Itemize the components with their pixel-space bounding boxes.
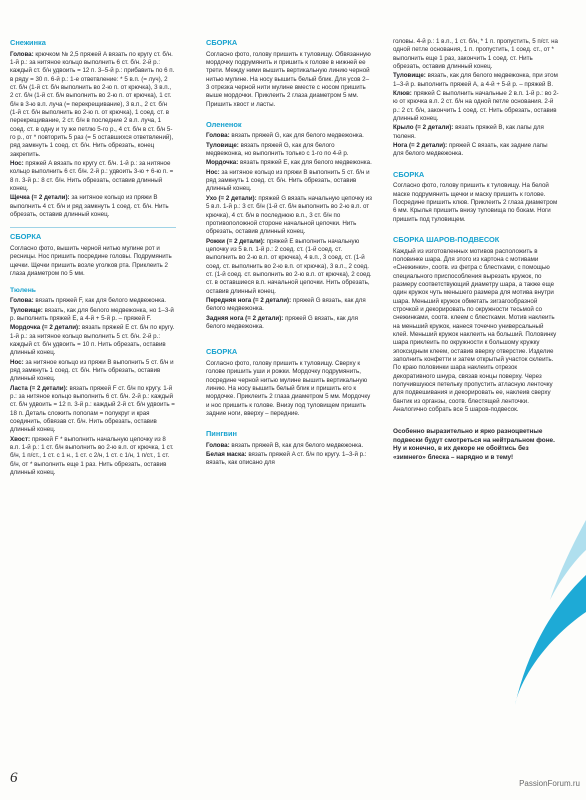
paragraph-deer-ear: Ухо (= 2 детали): пряжей G вязать начальную цепочку из 5 в.п. 1-й р.: 3 ст. б/н (1-й ст. б/н выполнить во 2-ю в.п. от крючка), 4 ст. б/н в последнюю в.п., 3 ст. б/н по противоположной стороне начальной цепочки. Нить обрезать, оставив длинный конец. [206, 194, 373, 236]
column-middle [206, 38, 372, 469]
paragraph-seal-tail: Хвост: пряжей F * выполнить начальную цепочку из 8 в.п. 1-й р.: 1 ст. б/н выполнить во 2-ю в.п. от крючка, 1 ст. б/н, 1 п/ст., 1 ст. с 1 н., 1 ст. с 2/н, 1 ст. с 1/н, 1 п/ст., 1 ст. б/н, от * выполнить еще 1 раз. Нить обрезать, оставив длинный конец. [10, 435, 174, 477]
paragraph-penguin-beak: Клюв: пряжей C выполнить начальные 2 в.п. 1-й р.: во 2-ю от крючка в.п. 2 ст. б/н на одной петле основания. 2-й р.: 2 ст. б/н, закончить 1 соед. ст. Нить обрезать, оставив длинный конец. [393, 90, 559, 123]
paragraph-assembly-4: Согласно фото, голову пришить к туловищу. На белой маске подрумянить щечки и маску пришить к голове. Посредине пришить клюв. Приклеить 2 глаза диаметром 6 мм. Крылья пришить внизу туловища по бокам. Ноги пришить под туловищем. [393, 182, 558, 223]
paragraph-penguin-torso: Туловище: вязать, как для белого медвежонка, при этом 1–3-й р. выполнить пряжей A, а 4-й + 5-й р. – пряжей B. [393, 72, 558, 88]
paragraph-penguin-mask: Белая маска: вязать пряжей A ст. б/н по кругу. 1–3-й р.: вязать, как описано для [206, 451, 367, 467]
paragraph-penguin-mask-continued: головы. 4-й р.: 1 в.п., 1 ст. б/н, * 1 п. пропустить, 5 п/ст. на одной петле основания, 1 п. пропустить, 1 соед. ст., от * выполнить еще 1 раз, закончить 1 соед. ст. Нить обрезать, оставив длинный конец. [393, 38, 558, 71]
paragraph-deer-front-leg: Передняя нога (= 2 детали): пряжей G вязать, как для белого медвежонка. [206, 296, 366, 313]
paragraph-assembly-3: Согласно фото, голову пришить к туловищу. Сверху к голове пришить уши и рожки. Мордочку подрумянить, посредине черной нитью мулине вышить вертикальную линию. На носу вышить белый блик и пришить его к мордочке. Приклеить 2 глаза диаметром 5 мм. Мордочку и нос пришить к голове. Внизу под туловищем пришить задние ноги, вверху – передние. [206, 359, 371, 417]
paragraph-seal-torso: Туловище: вязать, как для белого медвежонка, но 1–3-й р. выполнить пряжей E, а 4-й + 5-й р. – пряжей F. [10, 306, 174, 322]
closing-note: Особенно выразительно и ярко разноцветные подвески будут смотреться на нейтральном фоне. Ну и конечно, в их декоре не обойтись без «зимнего» блеска – нарядно и в тему! [393, 428, 555, 461]
paragraph-snowflake-cheek: Щечка (= 2 детали): за нитяное кольцо из пряжи B выполнить 4 ст. б/н и ряд замкнуть 1 соед. ст. б/н. Нить обрезать, оставив длинный конец. [10, 194, 169, 219]
paragraph-seal-muzzle: Мордочка (= 2 детали): вязать пряжей E ст. б/н по кругу. 1-й р.: за нитяное кольцо выполнить 5 ст. б/н. 2-й р.: каждый ст. б/н удвоить = 10 п. Нить обрезать, оставив длинный конец. [10, 324, 175, 357]
column-left [10, 38, 176, 478]
paragraph-assembly-2: Согласно фото, голову пришить к туловищу. Обвязанную мордочку подрумянить и пришить к голове в нижней ее трети. Между ними вышить вертикальную линию черной нитью мулине. На носу вышить белый блик. Для усов 2–3 отрезка черной нити мулине вместе с носом пришить выше мордочки. Приклеить 2 глаза диаметром 5 мм. Пришить хвост и ласты. [206, 50, 371, 108]
paragraph-seal-flipper: Ласта (= 2 детали): вязать пряжей F ст. б/н по кругу. 1-й р.: за нитяное кольцо выполнить 6 ст. б/н. 2-й р.: каждый ст. б/н удвоить = 12 п. 3-й р.: каждый 2-й ст. б/н удвоить = 18 п. Деталь сложить пополам = полукруг и края соединить, обвязав ст. б/н. Нить обрезать, оставив длинный конец. [10, 384, 175, 434]
page-number: 6 [10, 770, 18, 786]
paragraph-seal-head: Голова: вязать пряжей F, как для белого медвежонка. [10, 297, 167, 305]
section-title-assembly-2: СБОРКА [206, 38, 238, 47]
divider [10, 227, 176, 228]
column-right [393, 38, 559, 463]
watermark: PassionForum.ru [519, 779, 580, 788]
section-title-deer: Олененок [206, 119, 242, 129]
paragraph-balls: Каждый из изготовленных мотивов расположить в половинке шара. Для этого из картона с мотивами «Снежинки», соотв. из фетра с блестками, с помощью специального приспособления вырезать кружок, по размеру соответствующий диаметру шара, а также еще один кружок чуть меньшего размера для мотива внутри шара. Меньший кружок обметать зигзагообразной строчкой и декорировать по окружности тесьмой со снежинками, соотв. клеем с блестками. Мотив наклеить на меньший кружок, нанеся точечно универсальный клей. Меньший кружок наклеить на больший. Половинку шара приклеить по окружности к большому кружку эпоксидным клеем, оставив вверху отверстие. Изделие заполнить конфетти и затем открытый участок склеить. По краю половинки шара наклеить отрезок декоративного шнура, связав концы поверху. Через получившуюся петельку пропустить атласную ленточку для подвешивания и декорировать ее, наклеив сверху бантик из органзы, соотв. блестящей ленточки. Аналогично собрать все 5 шаров-подвесок. [393, 247, 557, 414]
section-title-snowflake: Снежинка [10, 38, 46, 47]
section-title-seal: Тюлень [10, 287, 36, 295]
section-title-penguin: Пингвин [206, 429, 237, 439]
section-title-assembly-1: СБОРКА [10, 232, 42, 242]
paragraph-deer-muzzle: Мордочка: вязать пряжей E, как для белого медвежонка. [206, 159, 372, 167]
section-title-balls: СБОРКА ШАРОВ-ПОДВЕСОК [393, 235, 500, 245]
paragraph-assembly-1: Согласно фото, вышить черной нитью мулине рот и ресницы. Нос пришить посредине головы. Подрумянить щечки. Щечки пришить возле уголков рта. Приклеить 2 глаза диаметром по 5 мм. [10, 244, 172, 277]
paragraph-penguin-wing: Крыло (= 2 детали): вязать пряжей B, как лапы для тюленя. [393, 124, 544, 140]
paragraph-seal-nose: Нос: за нитяное кольцо из пряжи B выполнить 5 ст. б/н и ряд замкнуть 1 соед. ст. б/н. Нить обрезать, оставив длинный конец. [10, 358, 174, 383]
paragraph-deer-back-leg: Задняя нога (= 2 детали): пряжей G вязать, как для белого медвежонка. [206, 314, 358, 330]
paragraph-penguin-head: Голова: вязать пряжей B, как для белого медвежонка. [206, 441, 364, 449]
paragraph-deer-head: Голова: вязать пряжей G, как для белого медвежонка. [206, 132, 364, 140]
paragraph-snowflake-nose: Нос: пряжей A вязать по кругу ст. б/н. 1-й р.: за нитяное кольцо выполнить 6 ст. б/н. 2-й р.: удвоить 3-ю + 6-ю п. = 8 п. 3-й р.: 8 ст. б/н. Нить обрезать, оставив длинный конец. [10, 159, 174, 192]
paragraph-penguin-leg: Нога (= 2 детали): пряжей C вязать, как задние лапы для белого медвежонка. [393, 142, 548, 158]
paragraph-deer-torso: Туловище: вязать пряжей G, как для белого медвежонка, но выполнить только с 1-го по 4-й р. [206, 141, 349, 158]
section-title-assembly-4: СБОРКА [393, 169, 425, 179]
section-title-assembly-3: СБОРКА [206, 347, 238, 357]
paragraph-deer-horn: Рожки (= 2 детали): пряжей E выполнить начальную цепочку из 5 в.п. 1-й р.: 2 соед. ст. (1-й соед. ст. выполнить во 2-ю в.п. от крючка), 4 в.п., 3 соед. ст. (1-й соед. ст. выполнить во 2-ю в.п. от крючка), 3 в.п., 2 соед. ст. (1-й соед. ст. выполнить во 2-ю в.п. от крючка), 2 соед. ст. в оставшиеся в.п. начальной цепочки. Нить обрезать, оставив длинный конец. [206, 237, 372, 295]
paragraph-deer-nose: Нос: за нитяное кольцо из пряжи B выполнить 5 ст. б/н и ряд замкнуть 1 соед. ст. б/н. Нить обрезать, оставив длинный конец. [206, 168, 370, 193]
paragraph-snowflake-head: Голова: крючком № 2,5 пряжей A вязать по кругу ст. б/н. 1-й р.: за нитяное кольцо выполнить 6 ст. б/н. 2-й р.: каждый ст. б/н удвоить = 12 п. 3–5-й р.: прибавить по 6 п. в ряду = 30 п. 6-й р.: 1-е ответвление: * 5 в.п. (= луч), 2 ст. б/н (1-й ст. б/н выполнить во 2-ю п. от крючка), 3 в.п., 2 ст. б/н (1-й ст. б/н выполнить во 2-ю п. от крючка), 1 ст. б/н в 3-ю в.п. луча (= перекрещивание), 3 в.п., 2 ст. б/н (1-й ст. б/н выполнить во 2-ю п. от крючка), 1 соед. ст. в перекрещивание, 2 ст. б/н в последние 2 в.п. луча, 1 соед. ст. в одну и ту же петлю 5-го р., 4 ст. б/н в ст. б/н 5-го р., от * повторить 5 раз (= 5 оставшихся ответвлений), ряд замкнуть 1 соед. ст. б/н. Нить обрезать, конец закрепить. [10, 50, 175, 158]
